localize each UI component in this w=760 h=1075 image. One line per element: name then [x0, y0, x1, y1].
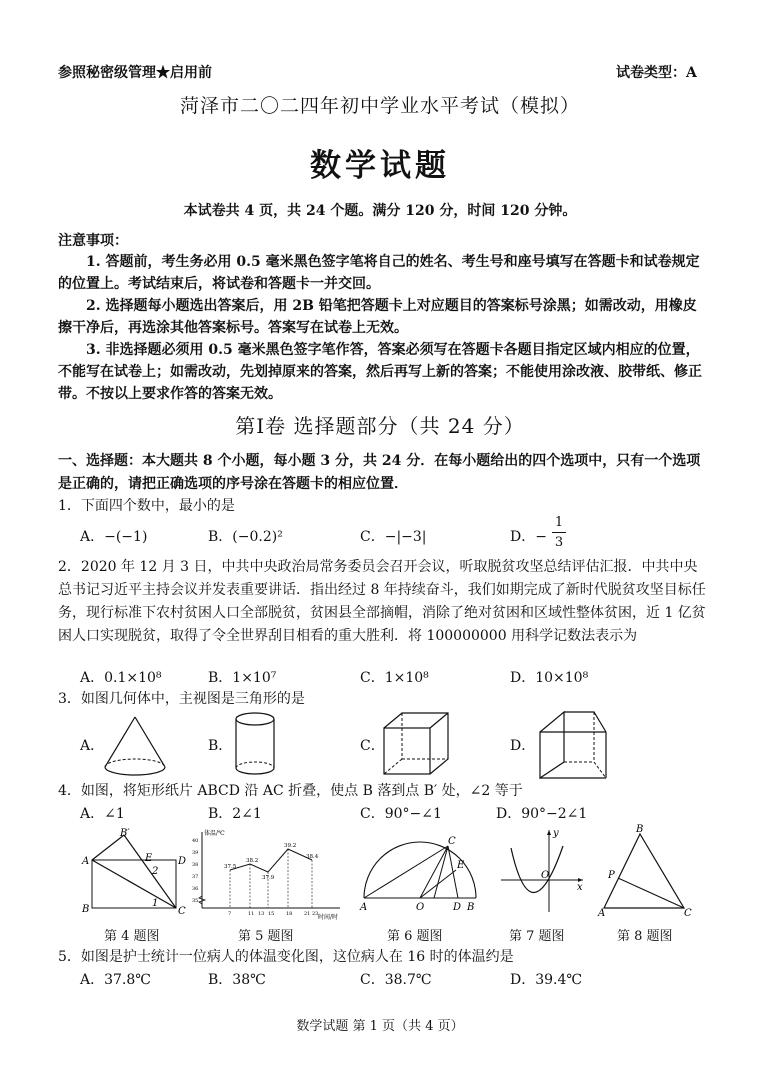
- figure-caption: 第 4 题图: [104, 929, 160, 944]
- note-item: 3. 非选择题必须用 0.5 毫米黑色签字笔作答，答案必须写在答题卡各题目指定区域内相应的位置，不能写在试卷上；如需改动，先划掉原来的答案，然后再写上新的答案；不能使用涂改液、胶带纸、修正带。不按以上要求作答的答案无效。: [58, 342, 702, 402]
- paper-type-label: 试卷类型：A: [616, 65, 697, 81]
- fig8-label: B: [636, 824, 644, 835]
- confidentiality-label: 参照秘密级管理★启用前: [58, 65, 212, 81]
- cone-figure: [102, 713, 182, 781]
- fig5-xtick: 15: [268, 911, 275, 917]
- option-b[interactable]: B．1×10⁷: [208, 670, 277, 686]
- option-c[interactable]: C．1×10⁸: [360, 670, 429, 686]
- note-item: 1. 答题前，考生务必用 0.5 毫米黑色签字笔将自己的姓名、考生号和座号填写在答题卡和试卷规定的位置上。考试结束后，将试卷和答题卡一并交回。: [58, 254, 700, 292]
- exam-info: 本试卷共 4 页，共 24 个题。满分 120 分，时间 120 分钟。: [183, 203, 577, 219]
- question-options: [58, 969, 708, 993]
- option-d[interactable]: D．: [510, 738, 536, 754]
- fig5-ytick: 35: [192, 898, 199, 904]
- note-item: 2. 选择题每小题选出答案后，用 2B 铅笔把答题卡上对应题目的答案标号涂黑；如需改动，用橡皮擦干净后，再选涂其他答案标号。答案写在试卷上无效。: [58, 298, 697, 336]
- fig4-label: 2: [152, 866, 159, 877]
- fig8-label: C: [684, 908, 692, 919]
- fig5-xtick: 21: [304, 911, 311, 917]
- section-intro: 一、选择题：本大题共 8 个小题，每小题 3 分，共 24 分．在每小题给出的四个选项中，只有一个选项是正确的，请把正确选项的序号涂在答题卡的相应位置．: [58, 453, 701, 492]
- option-d[interactable]: D．90°−2∠1: [496, 806, 588, 822]
- fig6-label: E: [457, 860, 465, 871]
- figure-caption: 第 8 题图: [617, 929, 673, 944]
- fig5-temp: 37.9: [262, 875, 275, 881]
- option-b[interactable]: B．(−0.2)²: [208, 529, 283, 545]
- fig6-label: O: [416, 902, 425, 913]
- fig8-label: A: [598, 908, 606, 919]
- figure-caption: 第 5 题图: [238, 929, 294, 944]
- fig6-label: D: [453, 902, 462, 913]
- fig7-label: O: [541, 870, 550, 881]
- question-stem: 2．2020 年 12 月 3 日，中共中央政治局常务委员会召开会议，听取脱贫攻坚总结评估汇报．中共中央总书记习近平主持会议并发表重要讲话．指出经过 8 年持续奋斗，我们如期完成了新时代脱贫攻坚目标任务，现行标准下农村贫困人口全部脱贫，贫困县全部摘帽，消除了绝对贫困和区域性整体贫困，近 1 亿贫困人口实现脱贫，取得了令全世界刮目相看的重大胜利．将 100000000 用科学记数法表示为: [58, 559, 706, 644]
- fig4-label: B′: [120, 828, 130, 839]
- option-c[interactable]: C．: [360, 738, 385, 754]
- figure-5-chart: [190, 826, 345, 922]
- fig5-ytick: 36: [192, 886, 199, 892]
- fraction-numerator: 1: [554, 515, 564, 530]
- option-a[interactable]: A．: [80, 738, 105, 754]
- option-b[interactable]: B．2∠1: [208, 806, 262, 822]
- fig5-temp: 38.2: [246, 858, 259, 864]
- notes-heading: 注意事项：: [58, 233, 128, 249]
- question-options: [58, 515, 708, 550]
- option-d[interactable]: D．−: [510, 529, 547, 545]
- prism-figure: [534, 710, 614, 782]
- question-stem: 3．如图几何体中，主视图是三角形的是: [58, 691, 305, 707]
- fig7-label: x: [577, 882, 583, 893]
- fig5-xtick: 13: [258, 911, 265, 917]
- cylinder-figure: [232, 710, 292, 782]
- fig6-label: B: [467, 902, 475, 913]
- page-footer: 数学试题 第 1 页（共 4 页）: [296, 1019, 464, 1034]
- option-c[interactable]: C．90°−∠1: [360, 806, 442, 822]
- option-d[interactable]: D．39.4℃: [510, 972, 583, 988]
- fig7-label: y: [553, 828, 559, 839]
- fig6-label: A: [360, 902, 368, 913]
- exam-subtitle: 菏泽市二〇二四年初中学业水平考试（模拟）: [179, 95, 580, 117]
- fig6-label: C: [448, 836, 456, 847]
- cube-figure: [381, 710, 461, 782]
- fig5-ytick: 37: [192, 874, 199, 880]
- option-a[interactable]: A．0.1×10⁸: [80, 670, 162, 686]
- fig5-ytick: 40: [192, 838, 199, 844]
- fig5-temp: 37.5: [224, 864, 237, 870]
- fig4-label: 1: [152, 898, 159, 909]
- fig4-label: E: [145, 853, 153, 864]
- fraction-denominator: 3: [554, 535, 564, 550]
- option-b[interactable]: B．38℃: [208, 972, 266, 988]
- figure-4: [76, 828, 186, 918]
- fraction-bar: [552, 532, 566, 533]
- fig5-ylabel: 体温/℃: [204, 830, 225, 837]
- figure-caption: 第 7 题图: [509, 929, 565, 944]
- option-a[interactable]: A．−(−1): [80, 529, 148, 545]
- option-c[interactable]: C．38.7℃: [360, 972, 432, 988]
- fig5-temp: 39.2: [284, 843, 297, 849]
- figure-6: [354, 832, 484, 914]
- option-b[interactable]: B．: [208, 738, 233, 754]
- fig5-ytick: 38: [192, 862, 199, 868]
- fig8-label: P: [608, 870, 615, 881]
- option-c[interactable]: C．−|−3|: [360, 529, 427, 545]
- question-stem: 5．如图是护士统计一位病人的体温变化图，这位病人在 16 时的体温约是: [58, 949, 514, 965]
- fig5-temp: 38.4: [306, 854, 319, 860]
- figure-8: [596, 822, 692, 920]
- question-stem: 1．下面四个数中，最小的是: [58, 498, 235, 514]
- fig5-xtick: 7: [228, 911, 232, 917]
- fig5-xtick: 18: [286, 911, 293, 917]
- fig5-xtick: 23: [312, 911, 319, 917]
- fig4-label: A: [82, 856, 90, 867]
- option-d[interactable]: D．10×10⁸: [510, 670, 589, 686]
- figure-caption: 第 6 题图: [387, 929, 443, 944]
- fig4-label: D: [178, 856, 186, 867]
- section-title: 第Ⅰ卷 选择题部分（共 24 分）: [235, 414, 525, 438]
- page-title: 数学试题: [310, 148, 450, 184]
- figure-7: [497, 826, 587, 916]
- fig5-xlabel: 时间/时: [318, 914, 339, 921]
- fig5-xtick: 11: [248, 911, 255, 917]
- fig4-label: C: [178, 906, 186, 917]
- option-a[interactable]: A．∠1: [80, 806, 125, 822]
- fig4-label: B: [82, 904, 90, 915]
- question-stem: 4．如图，将矩形纸片 ABCD 沿 AC 折叠，使点 B 落到点 B′ 处，∠2 等于: [58, 783, 523, 799]
- fig5-ytick: 39: [192, 850, 199, 856]
- option-a[interactable]: A．37.8℃: [80, 972, 151, 988]
